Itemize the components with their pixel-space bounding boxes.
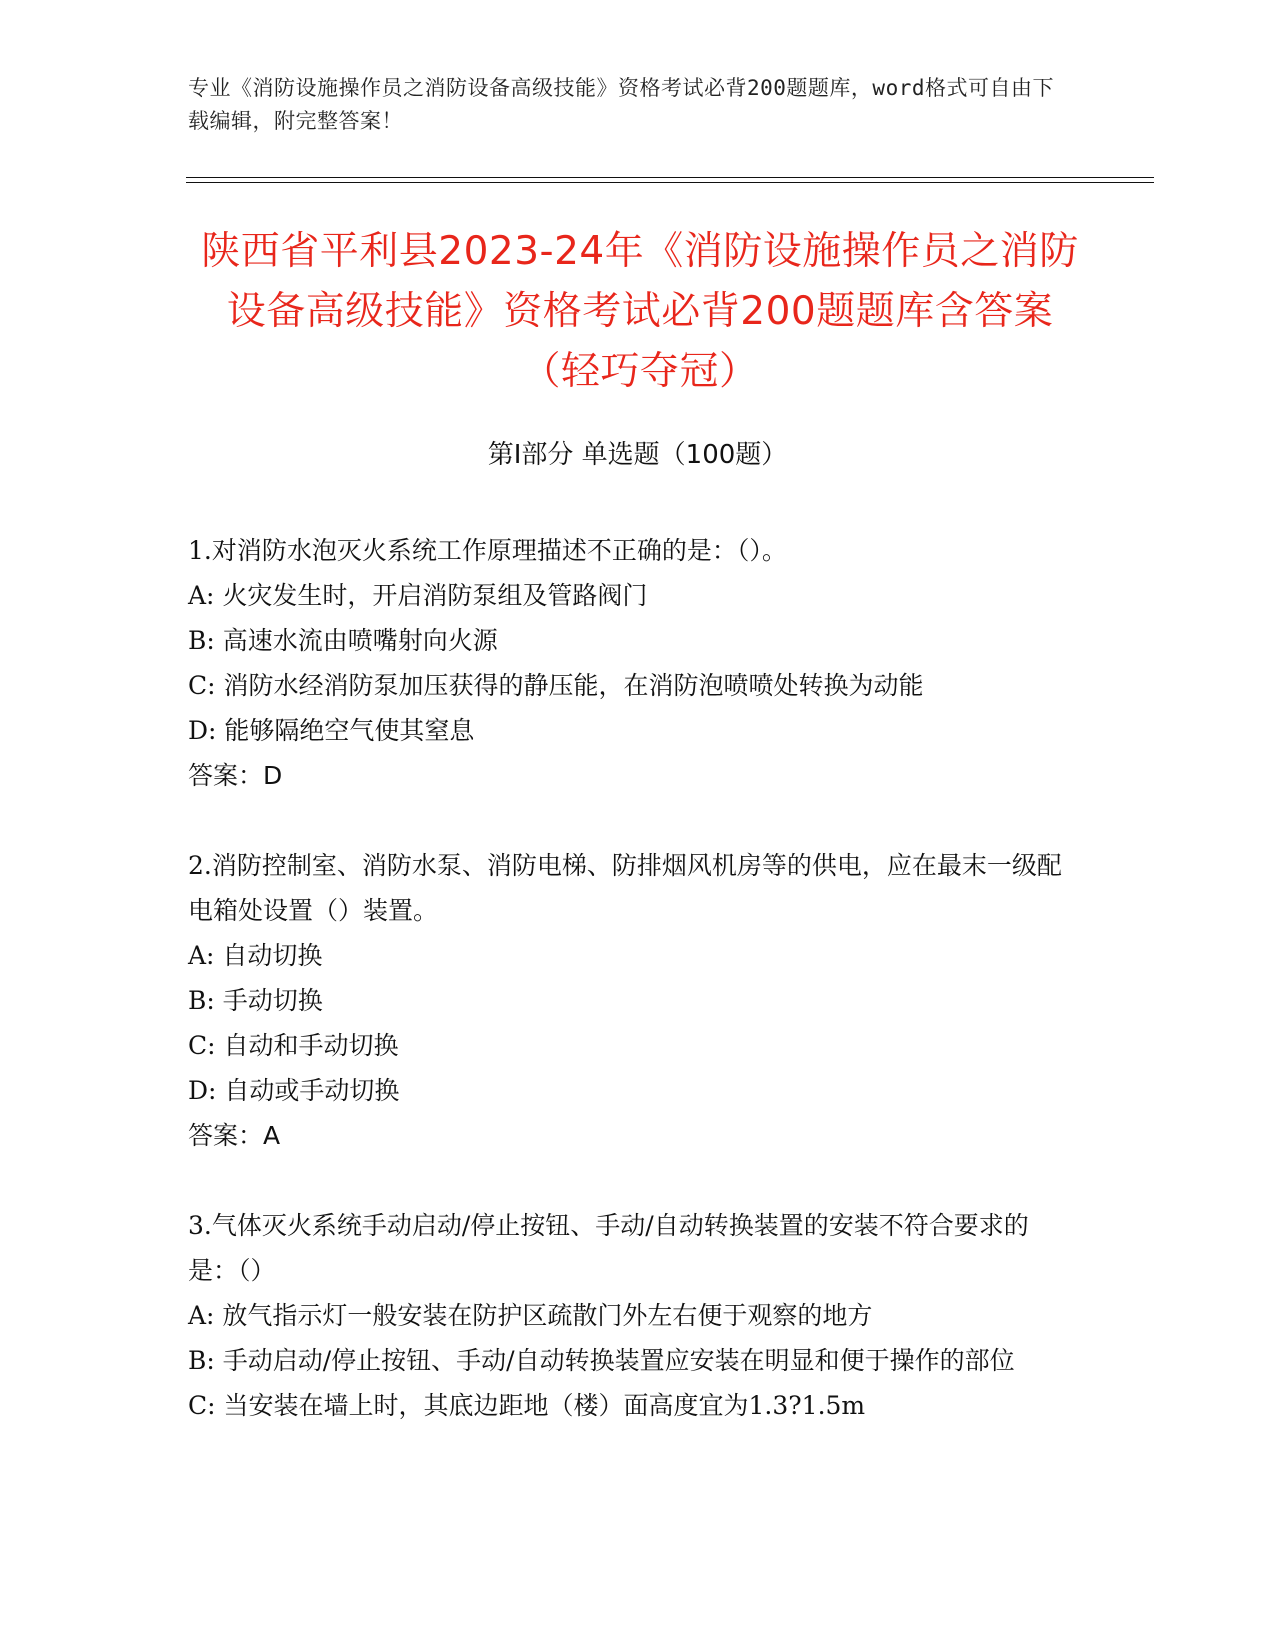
option-b: B: 高速水流由喷嘴射向火源 [188,626,498,655]
option-d: D: 自动或手动切换 [188,1076,400,1105]
question-3 [188,1203,1078,1428]
question-stem: 2.消防控制室、消防水泵、消防电梯、防排烟风机房等的供电，应在最末一级配电箱处设置（）装置。 [188,851,1062,925]
option-b: B: 手动切换 [188,986,323,1015]
answer-line: 答案：A [188,1121,281,1150]
option-d: D: 能够隔绝空气使其窒息 [188,716,475,745]
answer-line: 答案：D [188,761,283,790]
option-b: B: 手动启动/停止按钮、手动/自动转换装置应安装在明显和便于操作的部位 [188,1346,1015,1375]
section-heading: 第I部分 单选题（100题） [487,440,788,470]
question-1 [188,528,1078,798]
option-c: C: 消防水经消防泵加压获得的静压能，在消防泡喷喷处转换为动能 [188,671,924,700]
header-divider-bottom [186,182,1154,183]
option-a: A: 火灾发生时，开启消防泵组及管路阀门 [188,581,648,610]
question-list [188,528,1078,1473]
option-c: C: 自动和手动切换 [188,1031,399,1060]
document-title: 陕西省平利县2023-24年《消防设施操作员之消防设备高级技能》资格考试必背200题题库含答案（轻巧夺冠） [201,229,1079,394]
header-note: 专业《消防设施操作员之消防设备高级技能》资格考试必背200题题库，word格式可自由下载编辑，附完整答案！ [188,76,1054,133]
question-stem: 1.对消防水泡灭火系统工作原理描述不正确的是：（）。 [188,536,787,565]
option-c: C: 当安装在墙上时，其底边距地（楼）面高度宜为1.3?1.5m [188,1391,866,1420]
option-a: A: 放气指示灯一般安装在防护区疏散门外左右便于观察的地方 [188,1301,873,1330]
question-2 [188,843,1078,1158]
question-stem: 3.气体灭火系统手动启动/停止按钮、手动/自动转换装置的安装不符合要求的是：（） [188,1211,1029,1285]
option-a: A: 自动切换 [188,941,323,970]
header-divider-top [186,177,1154,178]
